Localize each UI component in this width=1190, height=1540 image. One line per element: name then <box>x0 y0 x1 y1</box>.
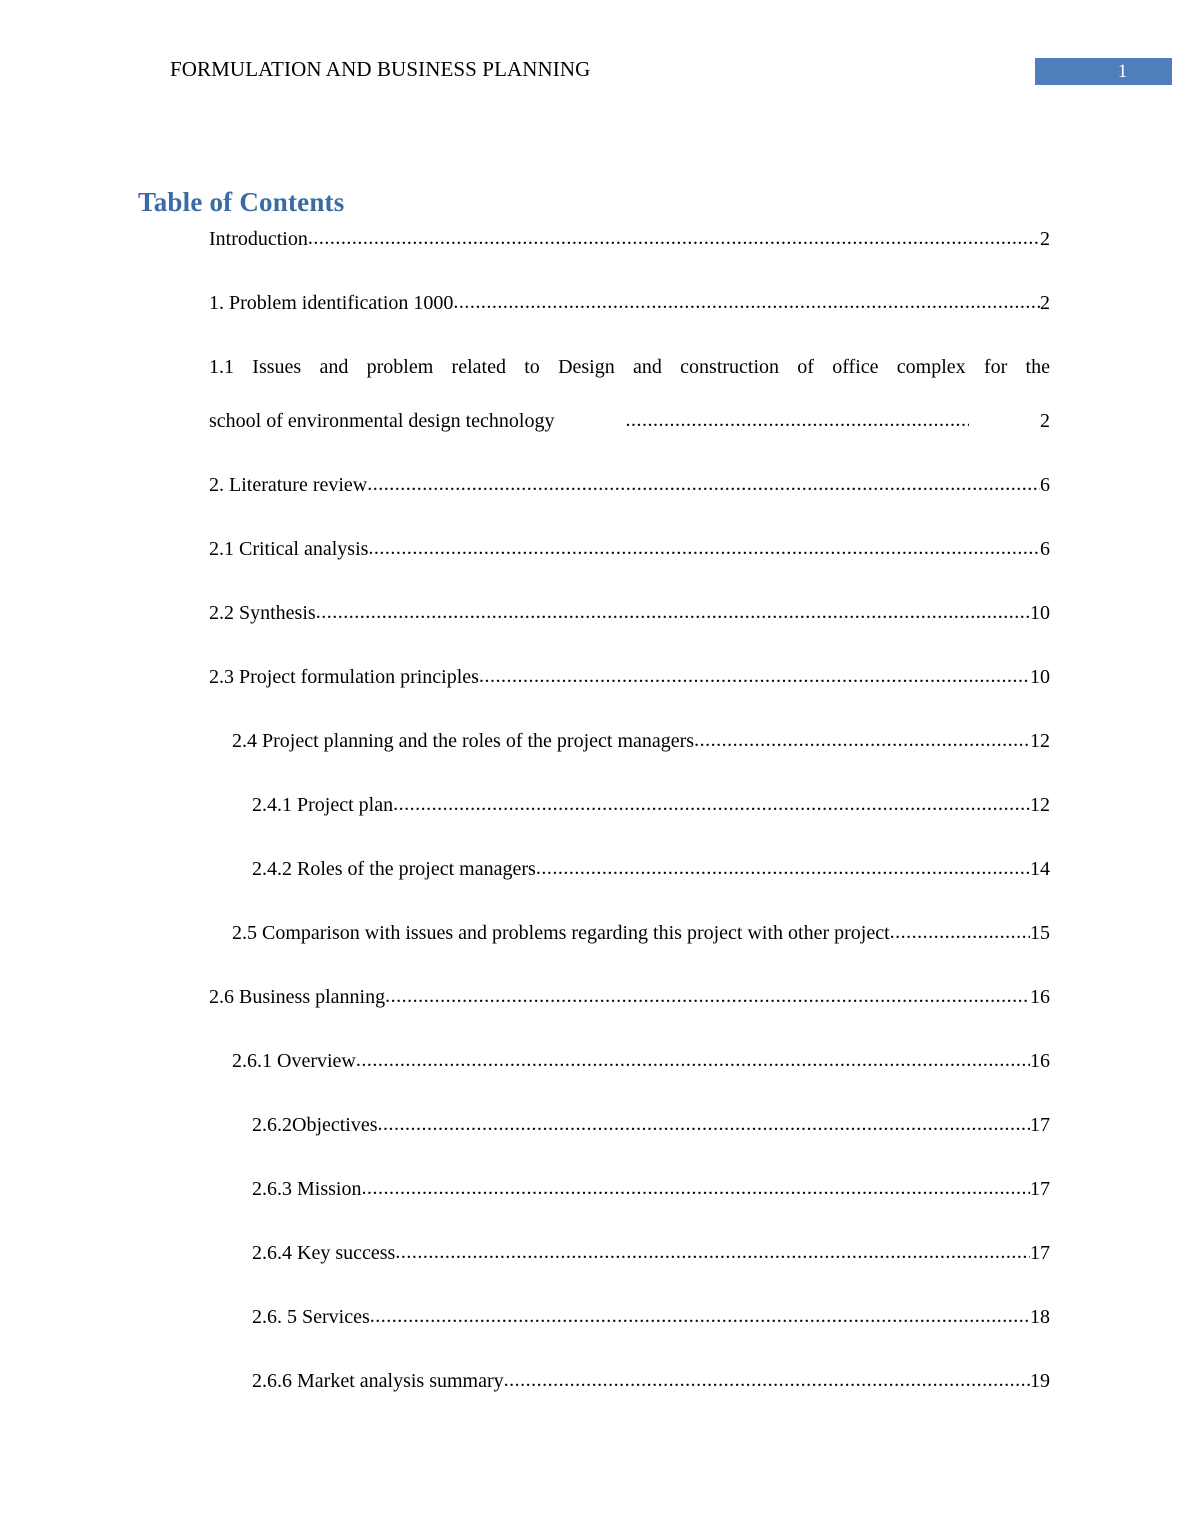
toc-entry-page-number: 6 <box>1040 538 1050 560</box>
toc-entry[interactable] <box>138 290 1050 316</box>
toc-entry-label: 1.1 Issues and problem related to Design and construction of office complex for the <box>209 356 1050 378</box>
toc-entry[interactable] <box>138 856 1050 882</box>
toc-entry-label: 2.2 Synthesis <box>209 602 316 624</box>
toc-entry-page-number: 17 <box>1030 1114 1050 1136</box>
toc-dot-leader <box>890 919 1030 945</box>
toc-entry-page-number: 2 <box>1040 292 1050 314</box>
toc-entry-page-number: 10 <box>1030 602 1050 624</box>
toc-entry-label-continued: school of environmental design technology <box>209 410 555 432</box>
toc-entry[interactable] <box>138 1368 1050 1394</box>
toc-entry-page-number: 14 <box>1030 858 1050 880</box>
toc-entry[interactable] <box>138 226 1050 252</box>
toc-entry-label: 2.4.1 Project plan <box>252 794 394 816</box>
toc-dot-leader <box>361 1175 1030 1201</box>
toc-dot-leader <box>385 983 1030 1009</box>
toc-entry[interactable] <box>138 728 1050 754</box>
toc-entry-label: 2.6.1 Overview <box>232 1050 356 1072</box>
page-number-text: 1 <box>1117 61 1128 82</box>
running-header <box>0 0 1190 110</box>
toc-entry-label: 2.6.3 Mission <box>252 1178 362 1200</box>
toc-entry-label: 2.6.4 Key success <box>252 1242 396 1264</box>
toc-dot-leader <box>395 1239 1030 1265</box>
toc-dot-leader <box>308 225 1040 251</box>
toc-entry-label: 2.6 Business planning <box>209 986 386 1008</box>
toc-entry[interactable] <box>138 536 1050 562</box>
toc-entry-page-number: 17 <box>1030 1242 1050 1264</box>
toc-dot-leader <box>368 535 1040 561</box>
toc-dot-leader <box>453 289 1040 315</box>
toc-entry[interactable] <box>138 1176 1050 1202</box>
toc-entry-page-number: 10 <box>1030 666 1050 688</box>
toc-entry-label: 2. Literature review <box>209 474 368 496</box>
toc-entry-label: 2.4 Project planning and the roles of the project managers <box>232 730 695 752</box>
toc-entry-label: Introduction <box>209 228 308 250</box>
toc-heading: Table of Contents <box>138 187 345 217</box>
toc-entry-list <box>138 226 1050 1394</box>
toc-entry-page-number: 2 <box>1040 228 1050 250</box>
toc-entry-page-number: 12 <box>1030 730 1050 752</box>
toc-entry-label: 2.6.6 Market analysis summary <box>252 1370 504 1392</box>
toc-entry[interactable] <box>138 1112 1050 1138</box>
toc-entry-page-number: 15 <box>1030 922 1050 944</box>
header-title: FORMULATION AND BUSINESS PLANNING <box>170 57 591 81</box>
toc-entry-page-number: 17 <box>1030 1178 1050 1200</box>
toc-entry-page-number: 16 <box>1030 986 1050 1008</box>
toc-dot-leader <box>356 1047 1030 1073</box>
toc-entry-label: 2.4.2 Roles of the project managers <box>252 858 536 880</box>
toc-entry-label: 1. Problem identification 1000 <box>209 292 454 314</box>
toc-entry-label: 2.6.2Objectives <box>252 1114 378 1136</box>
toc-dot-leader <box>370 1303 1030 1329</box>
toc-dot-leader <box>479 663 1030 689</box>
toc-entry-page-number: 2 <box>1040 410 1050 432</box>
toc-entry-label: 2.3 Project formulation principles <box>209 666 479 688</box>
toc-dot-leader <box>393 791 1030 817</box>
toc-entry-page-number: 16 <box>1030 1050 1050 1072</box>
toc-entry-page-number: 12 <box>1030 794 1050 816</box>
toc-entry[interactable] <box>138 792 1050 818</box>
toc-dot-leader <box>536 855 1030 881</box>
toc-entry[interactable] <box>138 1048 1050 1074</box>
toc-entry-label: 2.6. 5 Services <box>252 1306 370 1328</box>
page-number-badge <box>1035 58 1172 85</box>
toc-entry-label: 2.5 Comparison with issues and problems regarding this project with other project <box>232 922 890 944</box>
toc-entry-page-number: 18 <box>1030 1306 1050 1328</box>
toc-entry-page-number: 19 <box>1030 1370 1050 1392</box>
toc-entry[interactable] <box>138 1240 1050 1266</box>
toc-dot-leader <box>504 1367 1030 1393</box>
toc-entry[interactable] <box>138 1304 1050 1330</box>
toc-entry[interactable] <box>138 920 1050 946</box>
toc-dot-leader <box>554 407 969 433</box>
toc-entry[interactable] <box>138 472 1050 498</box>
toc-entry[interactable] <box>138 664 1050 690</box>
toc-dot-leader <box>316 599 1030 625</box>
toc-entry[interactable] <box>138 354 1050 434</box>
toc-entry[interactable] <box>138 600 1050 626</box>
toc-entry[interactable] <box>138 984 1050 1010</box>
toc-dot-leader <box>694 727 1030 753</box>
toc-entry-page-number: 6 <box>1040 474 1050 496</box>
toc-dot-leader <box>378 1111 1030 1137</box>
toc-dot-leader <box>367 471 1040 497</box>
table-of-contents <box>138 186 1050 1394</box>
toc-entry-label: 2.1 Critical analysis <box>209 538 369 560</box>
